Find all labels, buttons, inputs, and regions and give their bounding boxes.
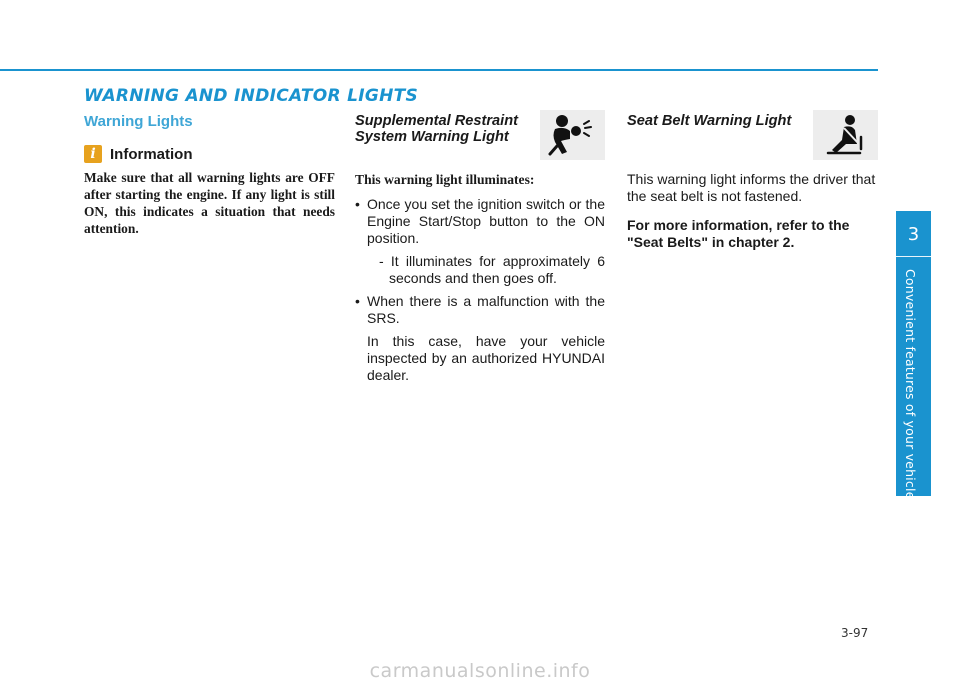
seat-belt-heading-row (627, 110, 878, 160)
srs-bullet-list (355, 196, 605, 247)
srs-heading-row (355, 110, 605, 160)
page-number: 3-97 (841, 626, 869, 640)
srs-bullet-malfunction: • When there is a malfunction with the SRS. (355, 293, 605, 327)
chapter-title: Convenient features of your vehicle (903, 269, 918, 500)
column-seat-belt-warning-light (627, 110, 878, 251)
information-body: Make sure that all warning lights are OFF after starting the engine. If any light is still ON, this indicates a situation that needs attention. (84, 170, 335, 236)
top-rule (0, 69, 878, 71)
srs-heading-line1: Supplemental Restraint (355, 113, 518, 129)
srs-bullet-list-2 (355, 293, 605, 327)
column-srs-warning-light (355, 110, 605, 390)
seat-belt-description: This warning light informs the driver that the seat belt is not fastened. (627, 171, 876, 204)
info-icon: i (84, 145, 102, 163)
column-warning-lights (84, 110, 335, 237)
warning-lights-heading: Warning Lights (84, 113, 193, 130)
chapter-number: 3 (907, 224, 920, 245)
section-title: WARNING AND INDICATOR LIGHTS (84, 86, 419, 106)
seat-belt-reference: For more information, refer to the "Seat Belts" in chapter 2. (627, 217, 850, 250)
chapter-side-tab (896, 211, 931, 500)
chapter-tab-divider (896, 256, 931, 257)
srs-bullet-ignition-detail: - It illuminates for approximately 6 seconds and then goes off. (379, 253, 605, 286)
seat-belt-warning-icon (813, 110, 878, 160)
information-title: Information (110, 145, 193, 163)
information-header (84, 145, 335, 163)
srs-illuminates-heading: This warning light illuminates: (355, 172, 535, 187)
srs-bullet-ignition: • Once you set the ignition switch or the Engine Start/Stop button to the ON position. (355, 196, 605, 247)
srs-heading (355, 113, 518, 145)
seat-belt-heading: Seat Belt Warning Light (627, 113, 792, 129)
srs-bullet-malfunction-detail: In this case, have your vehicle inspected by an authorized HYUNDAI dealer. (367, 333, 605, 383)
airbag-warning-icon (540, 110, 605, 160)
watermark: carmanualsonline.info (369, 660, 591, 682)
srs-heading-line2: System Warning Light (355, 129, 509, 145)
